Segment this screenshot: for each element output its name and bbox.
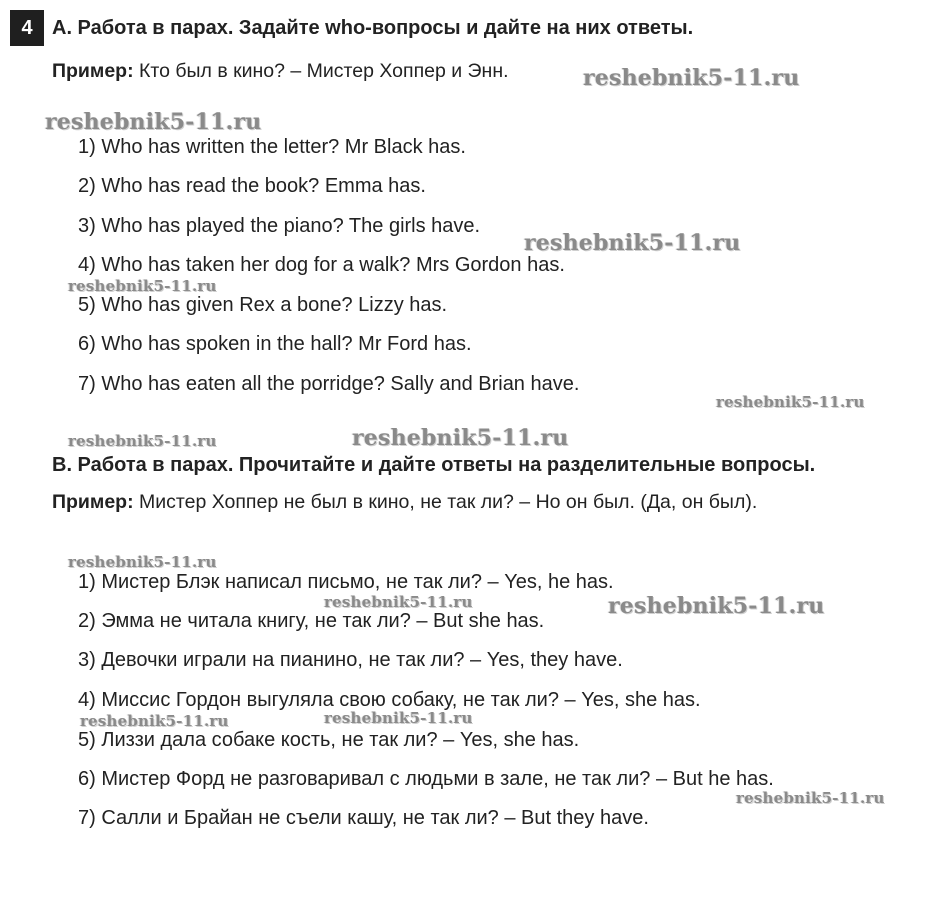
part-a-example-text: Кто был в кино? – Мистер Хоппер и Энн.	[133, 60, 509, 82]
watermark: reshebnik5-11.ru	[68, 432, 217, 450]
part-a-item-5: 5) Who has given Rex a bone? Lizzy has.	[78, 294, 448, 316]
part-b-item-1: 1) Мистер Блэк написал письмо, не так ли? – Yes, he has.	[78, 571, 614, 593]
watermark: reshebnik5-11.ru	[583, 65, 800, 91]
part-a-item-3: 3) Who has played the piano? The girls have.	[78, 215, 481, 237]
watermark: reshebnik5-11.ru	[352, 425, 569, 451]
watermark: reshebnik5-11.ru	[716, 393, 865, 411]
exercise-number-badge: 4	[10, 10, 44, 46]
part-a-example-label: Пример:	[52, 60, 134, 82]
part-b-item-7: 7) Салли и Брайан не съели кашу, не так ли? – But they have.	[78, 807, 649, 829]
watermark: reshebnik5-11.ru	[524, 230, 741, 256]
watermark: reshebnik5-11.ru	[68, 277, 217, 295]
watermark: reshebnik5-11.ru	[324, 709, 473, 727]
part-b-example	[52, 491, 757, 514]
part-b-item-3: 3) Девочки играли на пианино, не так ли? – Yes, they have.	[78, 649, 623, 671]
watermark: reshebnik5-11.ru	[80, 712, 229, 730]
part-a-heading: A. Работа в парах. Задайте who-вопросы и дайте на них ответы.	[52, 17, 694, 39]
part-a-item-6: 6) Who has spoken in the hall? Mr Ford has.	[78, 333, 472, 355]
part-a-item-1: 1) Who has written the letter? Mr Black has.	[78, 136, 466, 158]
part-b-item-4: 4) Миссис Гордон выгуляла свою собаку, не так ли? – Yes, she has.	[78, 689, 701, 711]
part-a-example	[52, 60, 509, 83]
part-a-item-4: 4) Who has taken her dog for a walk? Mrs Gordon has.	[78, 254, 565, 276]
part-b-example-text: Мистер Хоппер не был в кино, не так ли? – Но он был. (Да, он был).	[133, 491, 758, 513]
watermark: reshebnik5-11.ru	[608, 593, 825, 619]
part-a-item-2: 2) Who has read the book? Emma has.	[78, 175, 426, 197]
part-a-item-7: 7) Who has eaten all the porridge? Sally and Brian have.	[78, 373, 580, 395]
part-b-example-label: Пример:	[52, 491, 134, 513]
watermark: reshebnik5-11.ru	[45, 109, 262, 135]
watermark: reshebnik5-11.ru	[736, 789, 885, 807]
part-b-item-5: 5) Лиззи дала собаке кость, не так ли? – Yes, she has.	[78, 729, 580, 751]
part-b-item-2: 2) Эмма не читала книгу, не так ли? – But she has.	[78, 610, 545, 632]
part-b-heading: B. Работа в парах. Прочитайте и дайте ответы на разделительные вопросы.	[52, 454, 816, 476]
part-b-item-6: 6) Мистер Форд не разговаривал с людьми в зале, не так ли? – But he has.	[78, 768, 774, 790]
watermark: reshebnik5-11.ru	[324, 593, 473, 611]
watermark: reshebnik5-11.ru	[68, 553, 217, 571]
